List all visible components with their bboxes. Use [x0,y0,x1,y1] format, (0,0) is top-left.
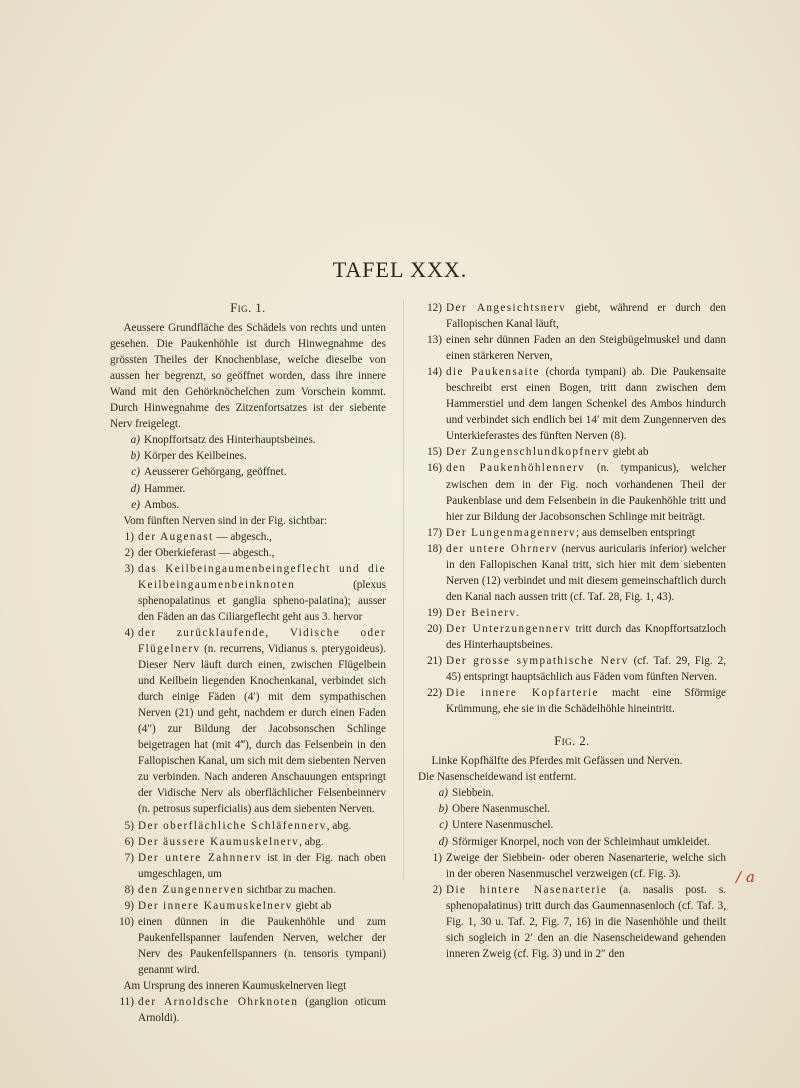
legend-letter-text: Untere Nasenmuschel. [452,819,554,832]
legend-number-item [110,545,386,561]
legend-letter-item [110,448,386,464]
legend-number-item [110,850,386,882]
fig1-letter-list [110,432,386,512]
item-description: Zweige der Siebbein- oder oberen Nasenarterie, welche sich in der oberen Nasenmuschel verzweigen (cf. Fig. 3). [446,851,726,880]
item-description: einen sehr dünnen Faden an den Steigbügelmuskel und dann einen stärkeren Nerven, [446,334,726,363]
item-description: (chorda tympani) ab. Die Paukensaite beschreibt erst einen Bogen, tritt dann zwischen dem Hammerstiel und dem langen Schenkel des Ambos hindurch und verbindet sich endlich bei 14′ mit dem Zungennerven des Unterkieferastes des fünften Nerven (8). [446,366,727,443]
legend-letter-item [418,785,726,801]
legend-letter-key: d) [130,482,140,495]
spaced-term: der zurücklaufende, Vidische oder Flügelnerv [138,626,386,655]
legend-number-text [138,850,386,882]
legend-number-item [110,882,386,898]
spaced-term: Die hintere Nasenarterie [446,883,608,896]
legend-letter-key: a) [130,434,140,447]
legend-number-text [446,525,726,541]
legend-letter-item [110,432,386,448]
legend-number-text [138,994,386,1026]
legend-number-item [418,444,726,460]
legend-number-item [110,529,386,545]
legend-number-item [110,561,386,625]
fig1-intro: Aeussere Grundfläche des Schädels von rechts und unten gesehen. Die Paukenhöhle ist durch Hinwegnahme des grössten Theiles der Knochenblase, welche dieselbe von aussen her begrenzt, so geöffnet worden, dass ihre innere Wand mit den Gehörknöchelchen zum Vorschein kommt. Durch Hinwegnahme des Zitzenfortsatzes ist der siebente Nerv freigelegt. [110,322,386,431]
item-description: . [516,606,520,619]
legend-number-item [418,621,726,653]
spaced-term: Der Zungenschlundkopfnerv [446,446,610,459]
legend-number-text [138,545,386,561]
spaced-term: Der innere Kaumuskelnerv [138,899,293,912]
legend-letter-text: Sförmiger Knorpel, noch von der Schleimhaut umkleidet. [452,835,710,848]
margin-annotation: / a [736,868,755,886]
legend-letter-text: Siebbein. [452,787,494,800]
legend-number-key: 2) [124,546,134,559]
legend-number-item [418,460,726,524]
fig1-origin-line: Am Ursprung des inneren Kaumuskelnerven liegt [123,979,347,992]
spaced-term: Der Unterzungennerv [446,622,572,635]
legend-letter-text: Ambos. [144,498,180,511]
legend-number-item [418,850,726,882]
legend-number-key: 14) [427,366,442,379]
item-description: giebt, während er durch den Fallopischen Kanal läuft, [446,302,726,331]
legend-number-key: 2) [432,883,442,896]
legend-number-text [138,834,386,850]
legend-letter-item [418,834,726,850]
legend-number-item [418,685,726,717]
legend-number-text [138,625,386,818]
column-divider [403,300,404,880]
spaced-term: Der Lungenmagennerv [446,526,577,539]
spaced-term: Der grosse sympathische Nerv [446,655,629,668]
fig2-item-list [418,850,726,962]
legend-number-text [446,460,726,524]
legend-number-key: 8) [124,883,134,896]
legend-number-text [446,364,726,444]
spaced-term: der untere Ohrnerv [446,542,558,555]
spaced-term: die Paukensaite [446,366,540,379]
legend-number-key: 3) [124,562,134,575]
legend-number-text [446,605,726,621]
item-description: sichtbar zu machen. [243,883,336,896]
spaced-term: Der oberflächliche Schläfennerv [138,819,327,832]
legend-number-key: 7) [124,851,134,864]
legend-number-key: 12) [427,302,442,314]
legend-number-item [110,914,386,978]
legend-number-item [110,818,386,834]
legend-number-key: 20) [427,622,442,635]
legend-letter-text: Körper des Keilbeines. [144,450,247,463]
item-description: giebt ab [609,446,649,459]
legend-number-text [446,541,726,605]
legend-number-item [418,882,726,962]
legend-number-item [110,834,386,850]
legend-number-item [418,332,726,364]
legend-letter-text: Hammer. [144,482,186,495]
legend-number-text [138,818,386,834]
legend-number-text [138,882,386,898]
legend-number-key: 5) [124,819,134,832]
page-title: TAFEL XXX. [332,257,468,282]
legend-number-key: 19) [427,606,442,619]
fig2-intro: Linke Kopfhälfte des Pferdes mit Gefässen und Nerven. [431,755,683,768]
item-description: ; aus demselben entspringt [576,526,696,539]
spaced-term: Der untere Zahnnerv [138,851,263,864]
legend-number-key: 1) [432,851,442,864]
legend-number-text [446,850,726,882]
legend-letter-text: Knopffortsatz des Hinterhauptsbeines. [144,434,316,447]
fig1-item-list-2 [110,994,386,1026]
legend-number-text [446,882,726,962]
legend-number-key: 4) [124,626,134,639]
fig2-letter-list [418,785,726,849]
item-description: tritt durch das Knopffortsatzloch des Hinterhauptsbeines. [446,622,726,651]
legend-number-text [446,621,726,653]
legend-number-text [446,300,726,332]
spaced-term: Der Beinerv [446,606,517,619]
legend-number-item [418,605,726,621]
legend-number-text [446,685,726,717]
spaced-term: Der Angesichtsnerv [446,302,567,314]
spaced-term: der Arnoldsche Ohrknoten [138,996,299,1009]
fig2-intro-2: Die Nasenscheidewand ist entfernt. [418,771,577,784]
item-description: (n. tympanicus), welcher zwischen dem in der Fig. noch vorhandenen Theil der Paukenblase und dem Felsenbein in die Paukenhöhle tritt und hier zur Bildung der Jacobsonschen Schlinge mit beiträgt. [446,462,726,523]
legend-letter-key: b) [130,450,140,463]
item-description: (ganglion oticum Arnoldi). [138,996,387,1025]
legend-number-text [138,561,386,625]
item-description: giebt ab [292,899,332,912]
legend-number-key: 21) [427,655,442,668]
legend-letter-item [110,464,386,480]
item-description: (plexus sphenopalatinus et ganglia spheno-palatina); ausser den Fäden an das Ciliargeflecht geht aus 3. hervor [138,578,386,623]
legend-letter-item [418,817,726,833]
legend-letter-key: a) [438,787,448,800]
legend-number-item [418,525,726,541]
spaced-term: das Keilbeingaumenbeingeflecht und die Keilbeingaumenbeinknoten [138,562,386,591]
item-description: der Oberkieferast — abgesch., [138,546,275,559]
legend-number-key: 16) [427,462,442,475]
fig1-item-list [110,529,386,978]
legend-number-key: 10) [119,915,134,928]
legend-letter-text: Obere Nasenmuschel. [452,803,551,816]
legend-number-text [138,898,386,914]
left-column [110,300,386,1026]
item-description: , abg. [326,819,352,832]
legend-number-text [138,529,386,545]
item-description: (nervus auricularis inferior) welcher in den Fallopischen Kanal tritt, sich hier mit dem siebenten Nerven (12) verbindet und mit diesem gemeinschaftlich durch den Kanal nach aussen tritt (cf. Taf. 28, Fig. 1, 43). [446,542,726,603]
legend-number-key: 6) [124,835,134,848]
legend-letter-key: e) [131,498,140,511]
spaced-term: den Paukenhöhlennerv [446,462,586,475]
legend-number-item [418,364,726,444]
legend-number-key: 9) [124,899,134,912]
legend-number-item [110,898,386,914]
spacer [418,717,726,733]
fig1-item-list-right [418,300,726,717]
item-description: ist in der Fig. nach oben umgeschlagen, um [138,851,386,880]
legend-letter-item [110,497,386,513]
legend-number-key: 22) [427,687,442,700]
legend-letter-item [110,481,386,497]
item-description: einen dünnen in die Paukenhöhle und zum Paukenfellspanner laufenden Nerven, welcher der Nerv des Paukenfellspanners (n. tensoris tympani) genannt wird. [138,915,386,976]
legend-number-text [446,444,726,460]
legend-number-item [418,541,726,605]
item-description: (cf. Taf. 29, Fig. 2, 45) entspringt hauptsächlich aus Fäden vom fünften Nerven. [446,655,726,684]
legend-letter-key: b) [438,803,448,816]
fig1-sub-intro: Vom fünften Nerven sind in der Fig. sichtbar: [123,514,328,527]
item-description: macht eine Sförmige Krümmung, ehe sie in die Schädelhöhle hineintritt. [446,687,727,716]
fig1-heading: Fig. 1. [230,301,266,315]
legend-number-text [446,653,726,685]
legend-number-item [418,653,726,685]
legend-number-text [446,332,726,364]
legend-letter-item [418,801,726,817]
spaced-term: Der äussere Kaumuskelnerv [138,835,300,848]
legend-number-key: 17) [427,526,442,539]
fig2-heading: Fig. 2. [554,734,590,749]
legend-letter-key: c) [131,466,140,479]
spaced-term: der Augenast [138,530,214,543]
legend-letter-key: d) [438,835,448,848]
right-column [418,300,726,962]
item-description: (a. nasalis post. s. sphenopalatinus) tritt durch das Gaumennasenloch (cf. Taf. 3, Fig. 1, 30 u. Taf. 2, Fig. 7, 16) in die Nasenhöhle und theilt sich sogleich in 2′ den an die Nasenscheidewand gehenden inneren Zweig (cf. Fig. 3) und in 2″ den [446,883,726,960]
legend-number-key: 13) [427,334,442,347]
legend-number-key: 15) [427,446,442,459]
item-description: , abg. [299,835,324,848]
legend-number-key: 11) [119,996,134,1009]
spaced-term: Die innere Kopfarterie [446,687,599,700]
legend-number-item [110,994,386,1026]
legend-letter-text: Aeusserer Gehörgang, geöffnet. [144,466,287,479]
legend-number-item [418,300,726,332]
legend-number-text [138,914,386,978]
item-description: — abgesch., [213,530,272,543]
legend-number-key: 1) [124,530,134,543]
legend-number-key: 18) [427,542,442,555]
item-description: (n. recurrens, Vidianus s. pterygoideus). Dieser Nerv läuft durch einen, zwischen Flügelbein und Keilbein liegenden Knochenkanal, verbindet sich durch einige Fäden (4′) mit dem sympathischen Nerven (21) und geht, nachdem er durch einen Faden (4″) zur Bildung der Jacobsonschen Schlinge beigetragen hat (mit 4‴), durch das Felsenbein in den Fallopischen Kanal, um sich mit dem siebenten Nerven zu verbinden. Nach anderen Anschauungen entspringt der Vidische Nerv als oberflächlicher Felsenbeinnerv (n. petrosus superficialis) aus dem siebenten Nerven. [138,642,386,816]
legend-letter-key: c) [439,819,448,832]
spaced-term: den Zungennerven [138,883,244,896]
legend-number-item [110,625,386,818]
